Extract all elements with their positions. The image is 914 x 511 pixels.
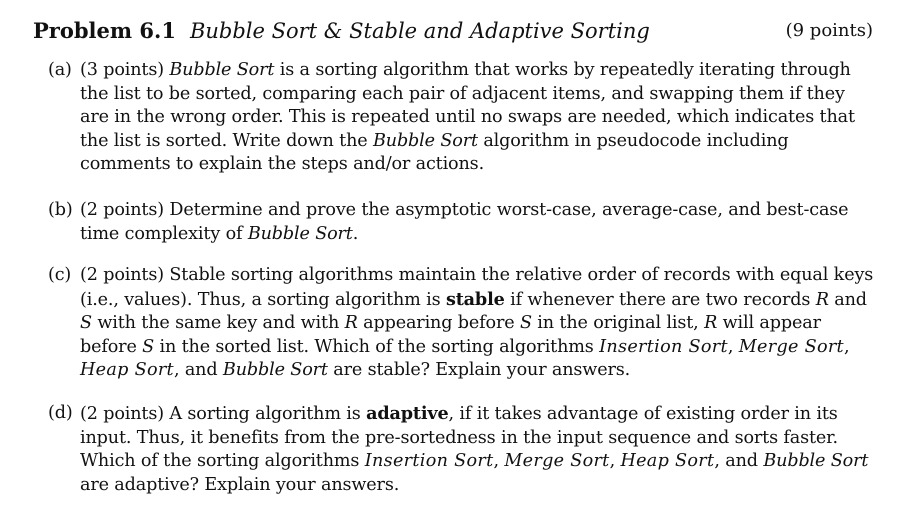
part-c-algo-bubble: Bubble Sort xyxy=(222,360,328,380)
part-c-var-r-3: R xyxy=(704,313,718,333)
part-a-text-2: algorithm in pseudocode including comments to explain the steps and/or actions. xyxy=(80,130,789,174)
part-d-marker: (d) xyxy=(48,403,73,423)
part-c-algo-merge: Merge Sort xyxy=(738,336,844,357)
part-c-text-3: with the same key and with xyxy=(97,313,340,333)
part-d-text: (2 points) A sorting algorithm is adaptive, if it takes advantage of existing order in its input. Thus, it benefits from the pre-sortedness in the input sequence and sorts faster. Which of the sorting algorithms Insertion Sort, Merge Sort, Heap Sort, and Bubble Sort are adaptive? Explain your answers. xyxy=(80,403,869,495)
part-c-keyword-stable: stable xyxy=(445,288,505,310)
part-c-var-r: R xyxy=(815,289,829,310)
part-b-marker: (b) xyxy=(48,200,73,220)
part-a-text xyxy=(80,59,878,177)
part-c-text-8: and xyxy=(184,360,218,380)
part-b-algo-bubble: Bubble Sort xyxy=(247,223,353,244)
part-a-text-1: is a sorting algorithm that works by repeatedly iterating through the list to be sorted, comparing each pair of adjacent items, and swapping them if they are in the wrong order. This is repeated until no swaps are needed, which indicates that the list is sorted. Write down the xyxy=(80,60,855,151)
part-a-points: (3 points) xyxy=(80,60,164,80)
part-c-var-s: S xyxy=(80,313,92,333)
part-d-points: (2 points) xyxy=(80,404,164,424)
part-b-points: (2 points) xyxy=(80,200,164,220)
problem-header xyxy=(33,14,875,48)
part-b xyxy=(48,199,878,246)
part-d-algo-bubble: Bubble Sort xyxy=(763,451,869,471)
part-d-text-2: , if it takes advantage of existing order in its input. Thus, it benefits from the pre-sortedness in the input sequence and sorts faster. Which of the sorting algorithms xyxy=(80,404,838,471)
part-c-var-r-2: R xyxy=(344,313,358,333)
problem-points: (9 points) xyxy=(785,20,873,41)
part-c-text: (2 points) Stable sorting algorithms maintain the relative order of records with equal keys (i.e., values). Thus, a sorting algorithm is stable if whenever there are two records R and S with the same key and with R appearing before S in the original list, R will appear before S in the sorted list. Which of the sorting algorithms Insertion Sort, Merge Sort, Heap Sort, and Bubble Sort are stable? Explain your answers. xyxy=(80,265,874,380)
part-d-text-1: A sorting algorithm is xyxy=(169,404,361,424)
problem-title: Bubble Sort & Stable and Adaptive Sorting xyxy=(189,19,650,43)
part-c-points: (2 points) xyxy=(80,265,164,285)
part-c-algo-insertion: Insertion Sort xyxy=(599,336,728,357)
part-c-text-7: in the sorted list. Which of the sorting algorithms xyxy=(159,336,594,357)
part-d-keyword-adaptive: adaptive xyxy=(366,403,449,424)
part-c-algo-heap: Heap Sort xyxy=(80,360,174,380)
part-d-algo-heap: Heap Sort xyxy=(620,451,715,471)
part-d xyxy=(48,402,878,497)
part-c-text-9: are stable? Explain your answers. xyxy=(333,360,631,380)
part-a-algo-bubble-2: Bubble Sort xyxy=(372,130,478,151)
part-b-text-1: Determine and prove the asymptotic worst-case, average-case, and best-case time complexity of xyxy=(80,200,849,244)
part-a-marker: (a) xyxy=(48,60,72,80)
part-c-text-6: will appear before xyxy=(80,313,821,357)
part-c-var-s-2: S xyxy=(519,313,532,333)
part-c-text-5: in the original list, xyxy=(537,313,699,333)
part-a xyxy=(48,59,878,177)
part-b-period: . xyxy=(352,223,359,244)
part-c xyxy=(48,264,878,383)
problem-label: Problem 6.1 xyxy=(33,18,176,43)
part-c-marker: (c) xyxy=(48,265,72,285)
part-c-text-2: if whenever there are two records xyxy=(510,289,811,310)
part-d-text-4: are adaptive? Explain your answers. xyxy=(80,474,400,495)
part-c-var-s-3: S xyxy=(142,336,155,357)
part-c-and: and xyxy=(834,289,867,310)
part-a-algo-bubble: Bubble Sort xyxy=(169,60,275,80)
part-c-text-1: Stable sorting algorithms maintain the relative order of records with equal keys (i.e., values). Thus, a sorting algorithm is xyxy=(80,265,874,310)
part-c-text-4: appearing before xyxy=(363,313,515,333)
part-d-text-3: , and xyxy=(714,451,758,471)
part-b-text xyxy=(80,199,878,246)
part-d-algo-merge: Merge Sort xyxy=(504,451,610,471)
part-d-algo-insertion: Insertion Sort xyxy=(364,451,494,471)
